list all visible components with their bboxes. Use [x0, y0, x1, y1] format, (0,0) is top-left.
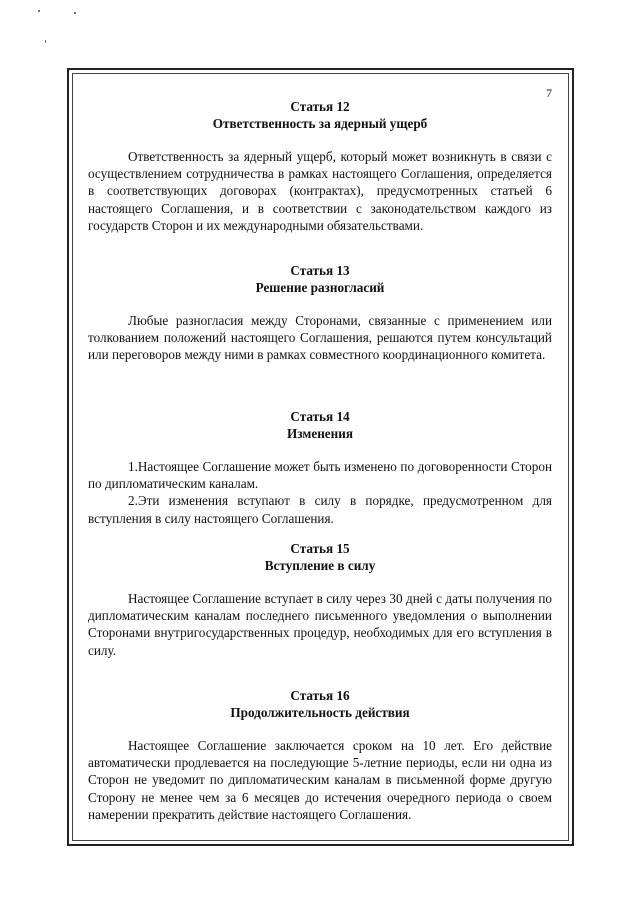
- article-number: Статья 12: [290, 99, 350, 114]
- article-number: Статья 13: [290, 263, 350, 278]
- article-paragraph: Настоящее Соглашение заключается сроком на 10 лет. Его действие автоматически продлевается на последующие 5-летние периоды, если ни одна из Сторон не уведомит по дипломатическим каналам в письменной форме другую Сторону не менее чем за 6 месяцев до истечения очередного периода о своем намерении прекратить действие настоящего Соглашения.: [88, 738, 552, 822]
- article-paragraph: 2.Эти изменения вступают в силу в порядке, предусмотренном для вступления в силу настоящего Соглашения.: [88, 493, 552, 526]
- scan-speck: [45, 40, 46, 43]
- article-paragraph: 1.Настоящее Соглашение может быть изменено по договоренности Сторон по дипломатическим каналам.: [88, 459, 552, 492]
- article-title: Ответственность за ядерный ущерб: [212, 116, 428, 131]
- article-12: [88, 98, 552, 234]
- article-number: Статья 15: [290, 541, 350, 556]
- article-title: Решение разногласий: [255, 280, 385, 295]
- article-number: Статья 14: [290, 409, 350, 424]
- article-title: Вступление в силу: [264, 558, 376, 573]
- article-title: Изменения: [287, 426, 353, 441]
- article-title: Продолжительность действия: [230, 705, 410, 720]
- article-14: [88, 408, 552, 527]
- article-number: Статья 16: [290, 688, 350, 703]
- article-paragraph: Любые разногласия между Сторонами, связанные с применением или толкованием положений настоящего Соглашения, решаются путем консультаций или переговоров между ними в рамках совместного координационного комитета.: [88, 313, 552, 363]
- scan-speck: [38, 10, 40, 12]
- scan-speck: [74, 12, 76, 14]
- article-16: [88, 687, 552, 823]
- article-15: [88, 540, 552, 659]
- page-number: 7: [546, 86, 552, 100]
- article-13: [88, 262, 552, 364]
- article-paragraph: Настоящее Соглашение вступает в силу через 30 дней с даты получения по дипломатическим каналам последнего письменного уведомления о выполнении Сторонами внутригосударственных процедур, необходимых для его вступления в силу.: [88, 591, 552, 658]
- article-paragraph: Ответственность за ядерный ущерб, который может возникнуть в связи с осуществлением сотрудничества в рамках настоящего Соглашения, определяется в соответствующих договорах (контрактах), предусмотренных статьей 6 настоящего Соглашения, и в соответствии с законодательством каждого из государств Сторон и их международными обязательствами.: [88, 149, 552, 233]
